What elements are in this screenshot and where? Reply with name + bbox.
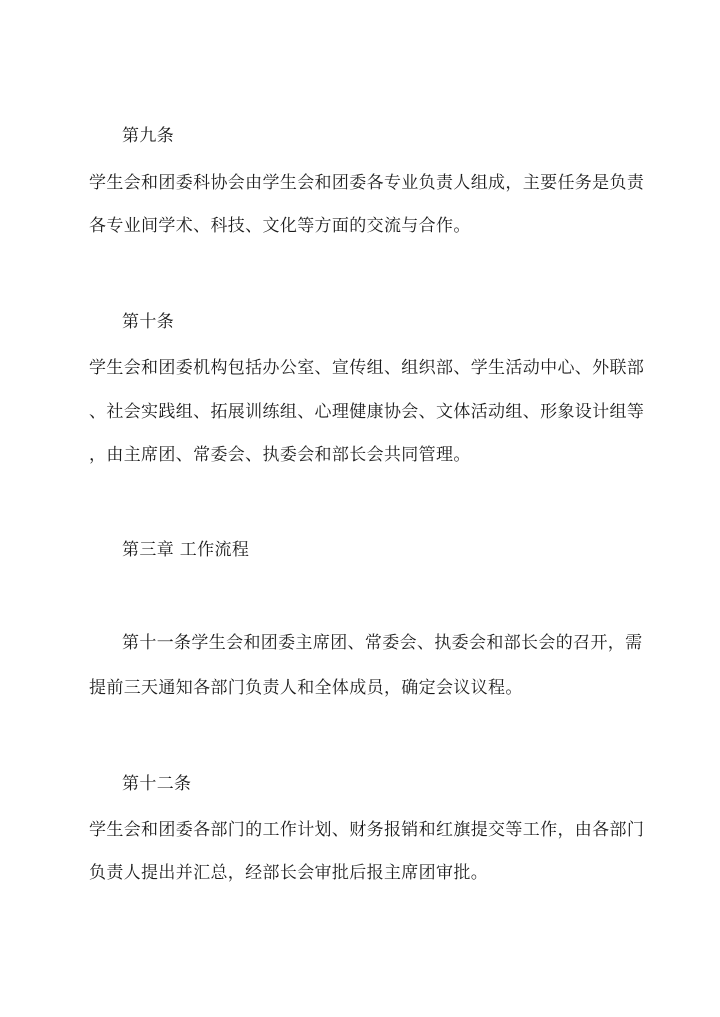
- article-12-line-1: 学生会和团委各部门的工作计划、财务报销和红旗提交等工作，由各部门: [89, 820, 645, 840]
- article-10-line-1: 学生会和团委机构包括办公室、宣传组、组织部、学生活动中心、外联部: [89, 358, 645, 378]
- article-11-line-1: 第十一条学生会和团委主席团、常委会、执委会和部长会的召开，需: [122, 633, 643, 653]
- chapter-3-heading: 第三章 工作流程: [122, 540, 250, 560]
- article-10-line-2: 、社会实践组、拓展训练组、心理健康协会、文体活动组、形象设计组等: [89, 402, 645, 422]
- article-9-line-2: 各专业间学术、科技、文化等方面的交流与合作。: [89, 216, 471, 236]
- article-10-line-3: ，由主席团、常委会、执委会和部长会共同管理。: [89, 445, 471, 465]
- article-12-line-2: 负责人提出并汇总，经部长会审批后报主席团审批。: [89, 863, 489, 883]
- article-11-line-2: 提前三天通知各部门负责人和全体成员，确定会议议程。: [89, 678, 523, 698]
- article-12-heading: 第十二条: [122, 774, 192, 794]
- article-10-heading: 第十条: [122, 312, 175, 332]
- article-9-heading: 第九条: [122, 126, 175, 146]
- article-9-line-1: 学生会和团委科协会由学生会和团委各专业负责人组成，主要任务是负责: [89, 173, 645, 193]
